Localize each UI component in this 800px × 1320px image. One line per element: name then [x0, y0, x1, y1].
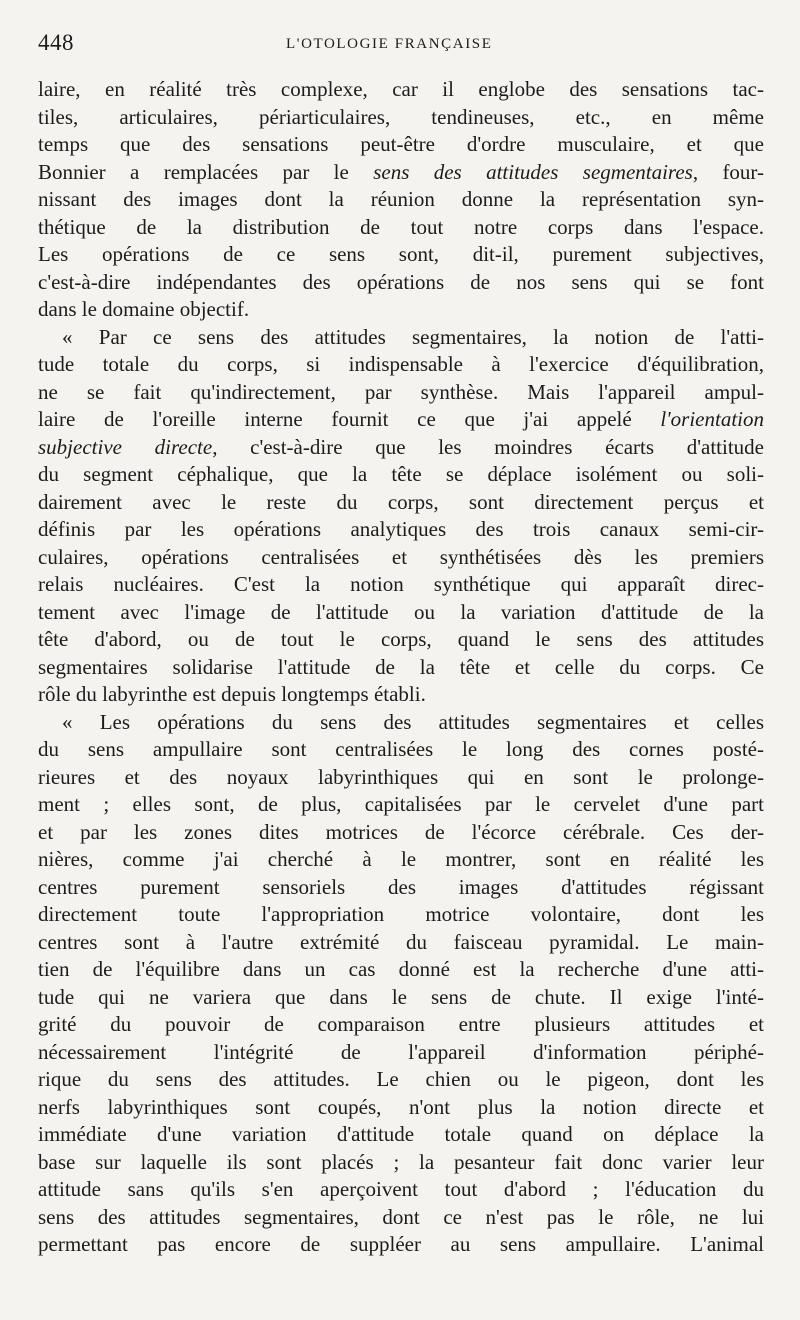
text-line: « Par ce sens des attitudes segmentaires, la notion de l'atti- [62, 324, 764, 349]
text-line: dairement avec le reste du corps, sont directement perçus et [38, 489, 764, 514]
text-line: tude qui ne variera que dans le sens de chute. Il exige l'inté- [38, 984, 764, 1009]
text-line: segmentaires solidarise l'attitude de la tête et celle du corps. Ce [38, 654, 764, 679]
text-line: Les opérations de ce sens sont, dit-il, purement subjectives, [38, 242, 764, 266]
text-line: immédiate d'une variation d'attitude totale quand on déplace la [38, 1122, 764, 1146]
text-line: dans le domaine objectif. [38, 297, 250, 321]
text-line: attitude sans qu'ils s'en aperçoivent tout d'abord ; l'éducation du [38, 1177, 764, 1201]
text-line: tien de l'équilibre dans un cas donné est la recherche d'une atti- [38, 957, 764, 981]
text-line: temps que des sensations peut-être d'ordre musculaire, et que [38, 132, 764, 156]
body-text [38, 76, 764, 1259]
text-line: permettant pas encore de suppléer au sens ampullaire. L'animal [38, 1232, 764, 1256]
italic-term: l'orientation [660, 407, 764, 431]
text-line: tête d'abord, ou de tout le corps, quand le sens des attitudes [38, 627, 764, 651]
running-head: L'OTOLOGIE FRANÇAISE [286, 36, 493, 52]
text-line: centres purement sensoriels des images d'attitudes régissant [38, 874, 764, 899]
text-line: laire, en réalité très complexe, car il englobe des sensations tac- [38, 77, 764, 101]
text-line: tiles, articulaires, périarticulaires, tendineuses, etc., en même [38, 104, 764, 129]
text-line: « Les opérations du sens des attitudes segmentaires et celles [62, 709, 764, 734]
text-line: ment ; elles sont, de plus, capitalisées par le cervelet d'une part [38, 792, 764, 816]
text-line: rôle du labyrinthe est depuis longtemps établi. [38, 682, 426, 706]
text-line: base sur laquelle ils sont placés ; la pesanteur fait donc varier leur [38, 1149, 764, 1174]
text-line: tude totale du corps, si indispensable à l'exercice d'équilibration, [38, 352, 764, 376]
italic-term: sens des attitudes segmentaires [373, 159, 693, 184]
text-segment: , c'est-à-dire que les moindres écarts d'attitude [212, 434, 765, 459]
text-line [38, 434, 764, 462]
text-line: ne se fait qu'indirectement, par synthèse. Mais l'appareil ampul- [38, 379, 764, 404]
text-line: nerfs labyrinthiques sont coupés, n'ont plus la notion directe et [38, 1094, 764, 1119]
text-line: thétique de la distribution de tout notre corps dans l'espace. [38, 214, 764, 239]
page-number: 448 [38, 30, 74, 55]
text-segment: Bonnier a remplacées par le [38, 159, 374, 184]
text-line: rieures et des noyaux labyrinthiques qui en sont le prolonge- [38, 764, 764, 789]
text-line: et par les zones dites motrices de l'écorce cérébrale. Ces der- [38, 819, 764, 844]
text-line: relais nucléaires. C'est la notion synthétique qui apparaît direc- [38, 572, 764, 596]
text-line: directement toute l'appropriation motrice volontaire, dont les [38, 902, 764, 926]
text-line: du segment céphalique, que la tête se déplace isolément ou soli- [38, 462, 764, 486]
text-line: culaires, opérations centralisées et synthétisées dès les premiers [38, 544, 764, 569]
text-line: nissant des images dont la réunion donne la représentation syn- [38, 187, 764, 211]
text-line: nécessairement l'intégrité de l'appareil d'information périphé- [38, 1039, 764, 1064]
text-line: centres sont à l'autre extrémité du faisceau pyramidal. Le main- [38, 929, 764, 954]
text-line: définis par les opérations analytiques des trois canaux semi-cir- [38, 517, 764, 541]
text-line: rique du sens des attitudes. Le chien ou le pigeon, dont les [38, 1067, 764, 1091]
text-line: c'est-à-dire indépendantes des opérations de nos sens qui se font [38, 269, 764, 294]
text-line: du sens ampullaire sont centralisées le long des cornes posté- [38, 737, 764, 761]
text-line: nières, comme j'ai cherché à le montrer, sont en réalité les [38, 847, 764, 871]
page-header [38, 30, 760, 60]
text-line [38, 159, 764, 187]
text-segment: , four- [692, 159, 765, 184]
text-segment: laire de l'oreille interne fournit ce que j'ai appelé [38, 407, 661, 431]
text-line: grité du pouvoir de comparaison entre plusieurs attitudes et [38, 1012, 764, 1036]
italic-term: subjective directe [38, 434, 213, 459]
text-line: tement avec l'image de l'attitude ou la variation d'attitude de la [38, 599, 764, 624]
text-line: sens des attitudes segmentaires, dont ce n'est pas le rôle, ne lui [38, 1204, 764, 1229]
text-line [38, 406, 764, 434]
